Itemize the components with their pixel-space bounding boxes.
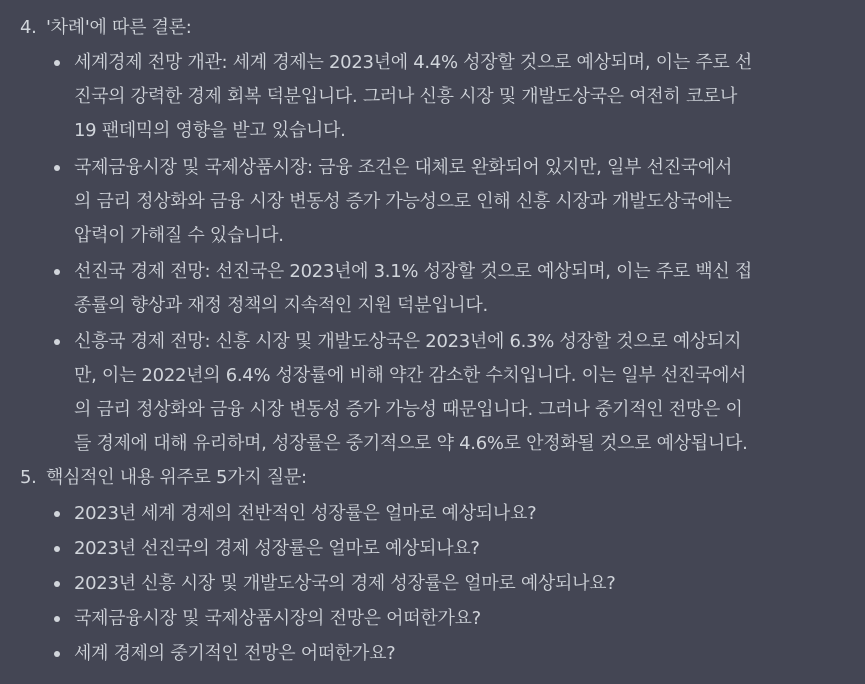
bullet-icon bbox=[54, 616, 60, 622]
bullet-icon bbox=[54, 511, 60, 517]
text-line: 압력이 가해질 수 있습니다. bbox=[74, 225, 284, 246]
list-item-text bbox=[74, 46, 864, 148]
list-item-text bbox=[74, 497, 864, 531]
text-line: 선진국 경제 전망: 선진국은 2023년에 3.1% 성장할 것으로 예상되며, 이는 주로 백신 접 bbox=[74, 261, 753, 282]
text-line: 국제금융시장 및 국제상품시장의 전망은 어떠한가요? bbox=[74, 608, 481, 629]
text-line: 의 금리 정상화와 금융 시장 변동성 증가 가능성 때문입니다. 그러나 중기적인 전망은 이 bbox=[74, 399, 743, 420]
bullet-icon bbox=[54, 60, 60, 66]
text-line: 종률의 향상과 재정 정책의 지속적인 지원 덕분입니다. bbox=[74, 295, 488, 316]
text-line: 2023년 세계 경제의 전반적인 성장률은 얼마로 예상되나요? bbox=[74, 503, 537, 524]
text-line: 신흥국 경제 전망: 신흥 시장 및 개발도상국은 2023년에 6.3% 성장할 것으로 예상되지 bbox=[74, 331, 742, 352]
section-4-title: '차례'에 따른 결론: bbox=[46, 17, 192, 38]
list-item-text bbox=[74, 255, 864, 323]
text-line: 진국의 강력한 경제 회복 덕분입니다. 그러나 신흥 시장 및 개발도상국은 여전히 코로나 bbox=[74, 86, 738, 107]
list-item-text bbox=[74, 532, 864, 566]
text-line: 2023년 신흥 시장 및 개발도상국의 경제 성장률은 얼마로 예상되나요? bbox=[74, 573, 616, 594]
text-line: 들 경제에 대해 유리하며, 성장률은 중기적으로 약 4.6%로 안정화될 것으로 예상됩니다. bbox=[74, 433, 748, 454]
text-line: 의 금리 정상화와 금융 시장 변동성 증가 가능성으로 인해 신흥 시장과 개발도상국에는 bbox=[74, 191, 732, 212]
text-line: 세계경제 전망 개관: 세계 경제는 2023년에 4.4% 성장할 것으로 예상되며, 이는 주로 선 bbox=[74, 52, 753, 73]
list-item-text bbox=[74, 567, 864, 601]
text-line: 국제금융시장 및 국제상품시장: 금융 조건은 대체로 완화되어 있지만, 일부 선진국에서 bbox=[74, 157, 733, 178]
bullet-icon bbox=[54, 651, 60, 657]
bullet-icon bbox=[54, 546, 60, 552]
list-item-text bbox=[74, 151, 864, 253]
section-5-number: 5. bbox=[20, 467, 37, 488]
list-item-text bbox=[74, 637, 864, 671]
text-line: 2023년 선진국의 경제 성장률은 얼마로 예상되나요? bbox=[74, 538, 480, 559]
section-5-title: 핵심적인 내용 위주로 5가지 질문: bbox=[46, 467, 307, 488]
bullet-icon bbox=[54, 581, 60, 587]
text-line: 19 팬데믹의 영향을 받고 있습니다. bbox=[74, 120, 346, 141]
text-line: 세계 경제의 중기적인 전망은 어떠한가요? bbox=[74, 643, 396, 664]
bullet-icon bbox=[54, 269, 60, 275]
bullet-icon bbox=[54, 165, 60, 171]
list-item-text bbox=[74, 602, 864, 636]
section-4-number: 4. bbox=[20, 17, 37, 38]
list-item-text bbox=[74, 325, 864, 461]
text-line: 만, 이는 2022년의 6.4% 성장률에 비해 약간 감소한 수치입니다. 이는 일부 선진국에서 bbox=[74, 365, 747, 386]
bullet-icon bbox=[54, 339, 60, 345]
